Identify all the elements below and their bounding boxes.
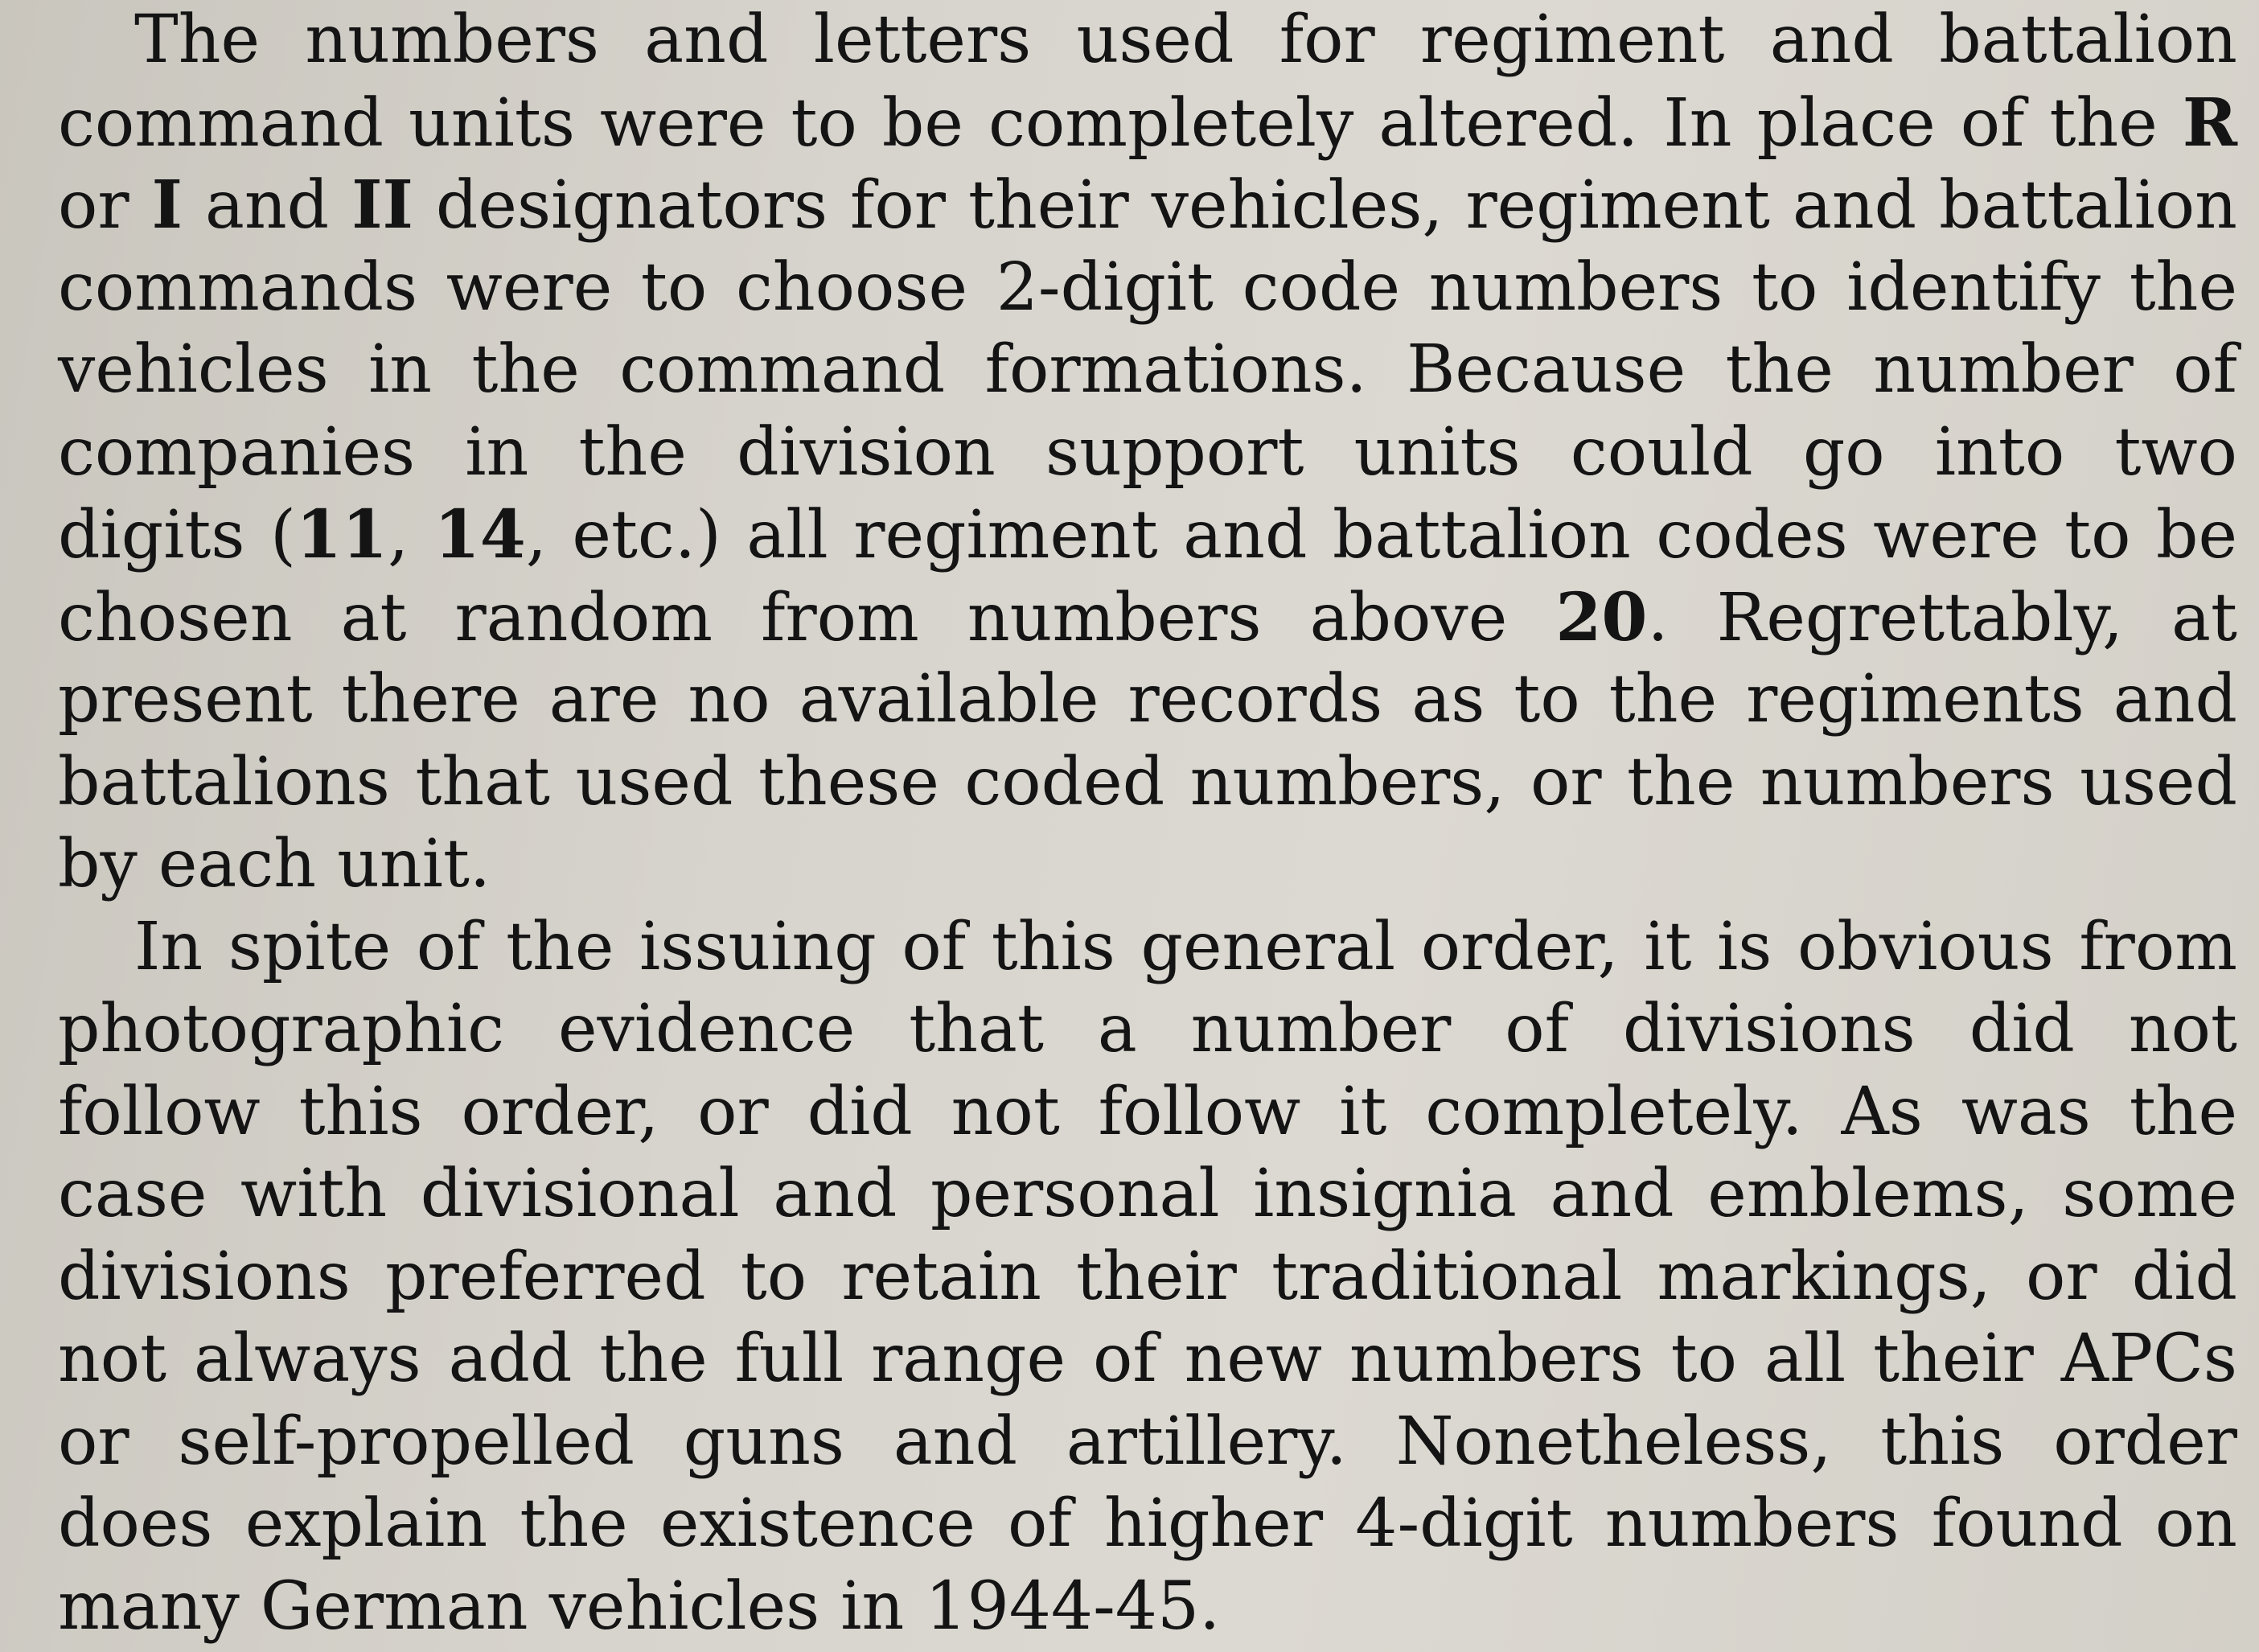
text-run: chosen at random from numbers above [58,579,1556,656]
text-line [58,989,2237,1070]
bold-text-run: 20 [1555,578,1648,656]
text-line [58,824,2237,905]
text-run: commands were to choose 2-digit code numbers to identify the [58,249,2237,326]
text-run: In spite of the issuing of this general order, it is obvious from [134,908,2237,985]
text-line [58,1319,2237,1399]
text-run: many German vehicles in 1944-45. [58,1568,1221,1645]
text-line [58,660,2237,740]
text-run: . Regrettably, at [1647,579,2237,656]
text-line [58,1484,2237,1564]
text-line [58,248,2237,328]
text-line [58,413,2237,493]
text-line [134,0,2237,80]
text-run: battalions that used these coded numbers, or the numbers used [58,743,2237,820]
text-run: or [58,167,152,244]
text-run: command units were to be completely altered. In place of the [58,84,2183,162]
text-line [58,1072,2237,1153]
text-run: does explain the existence of higher 4-digit numbers found on [58,1486,2237,1562]
text-run: or self-propelled guns and artillery. Nonetheless, this order [58,1403,2237,1480]
text-line [58,1402,2237,1482]
bold-text-run: 11 [295,496,388,573]
text-run: The numbers and letters used for regiment and battalion [134,2,2237,78]
text-line [58,83,2237,163]
text-run: , [388,497,434,573]
text-line [58,1567,2237,1647]
text-line [58,742,2237,823]
text-run: and [182,167,352,244]
text-run: by each unit. [58,826,491,902]
text-run: photographic evidence that a number of divisions did not [58,991,2237,1067]
text-run: companies in the division support units could go into two [58,413,2237,491]
bold-text-run: II [351,166,413,244]
text-run: present there are no available records as to the regiments and [58,661,2237,738]
text-line [58,1154,2237,1235]
text-run: case with divisional and personal insignia and emblems, some [58,1156,2237,1232]
text-line [58,577,2237,658]
bold-text-run: R [2182,84,2237,162]
text-run: , etc.) all regiment and battalion codes were to be [525,497,2238,573]
text-line [58,330,2237,410]
text-line [134,907,2237,988]
text-line [58,495,2237,575]
book-page-text [58,0,2237,1652]
text-run: designators for their vehicles, regiment and battalion [413,167,2237,244]
text-run: follow this order, or did not follow it completely. As was the [58,1073,2237,1150]
text-run: divisions preferred to retain their traditional markings, or did [58,1238,2237,1315]
text-run: digits ( [58,497,296,573]
bold-text-run: 14 [433,496,526,573]
text-line [58,1237,2237,1317]
bold-text-run: I [151,166,183,244]
text-line [58,165,2237,245]
text-run: not always add the full range of new numbers to all their APCs [58,1321,2237,1397]
text-run: vehicles in the command formations. Because the number of [58,331,2237,408]
